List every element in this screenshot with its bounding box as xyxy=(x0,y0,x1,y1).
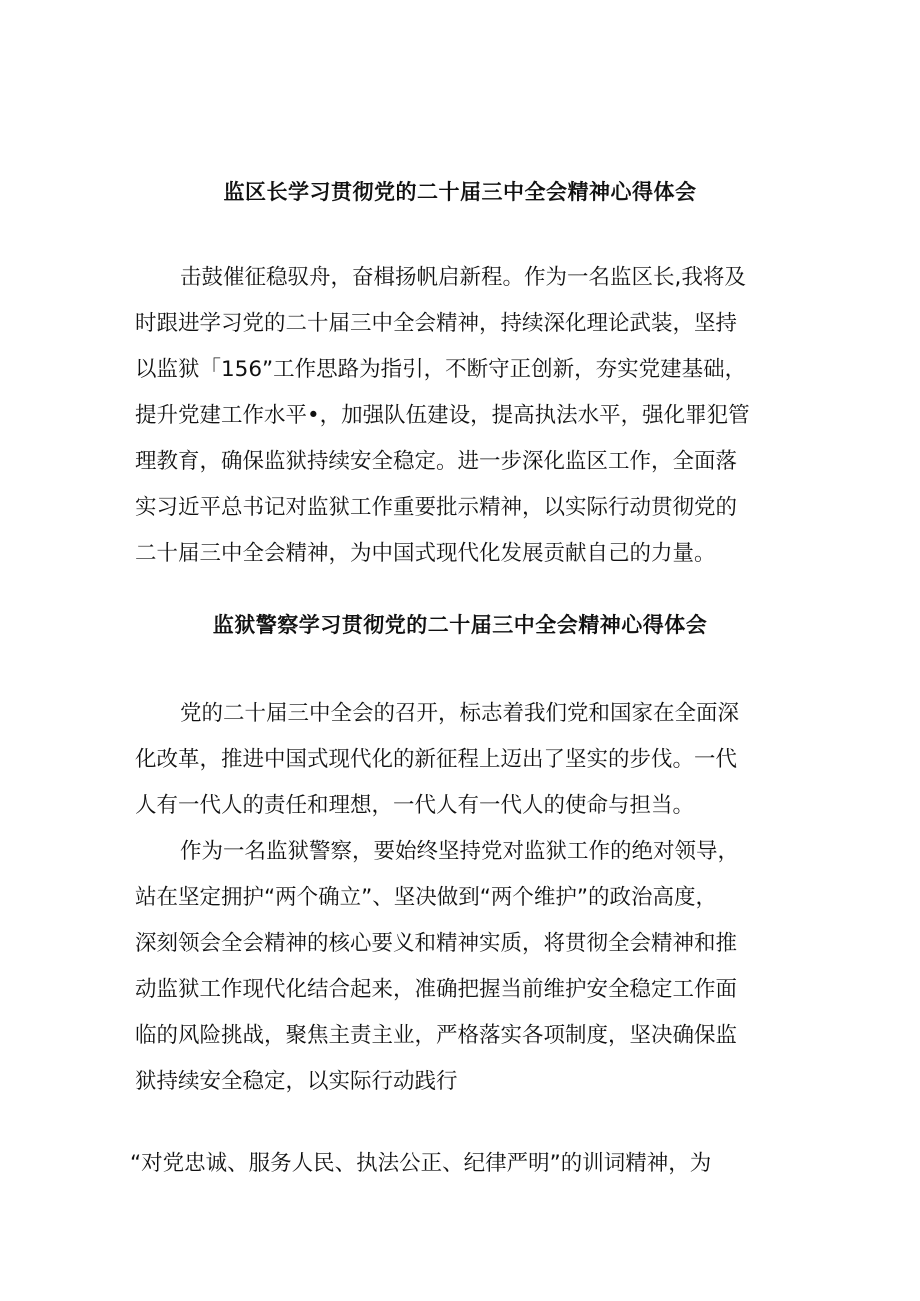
section-2-para-2-line: 作为一名监狱警察，要始终坚持党对监狱工作的绝对领导， xyxy=(180,839,740,864)
section-2-para-1-line: 党的二十届三中全会的召开，标志着我们党和国家在全面深 xyxy=(180,701,740,726)
section-1-line: 提升党建工作水平•，加强队伍建设，提高执法水平，强化罪犯管 xyxy=(135,403,750,428)
section-1-line: 以监狱「156”工作思路为指引，不断守正创新，夯实党建基础， xyxy=(135,357,747,382)
section-2-para-1-line: 人有一代人的责任和理想，一代人有一代人的使命与担当。 xyxy=(135,793,695,818)
section-2-para-3-line: “对党忠诚、服务人民、执法公正、纪律严明”的训词精神，为 xyxy=(130,1151,712,1176)
section-2-para-2-line: 狱持续安全稳定，以实际行动践行 xyxy=(135,1069,458,1094)
section-2-para-2-line: 临的风险挑战，聚焦主责主业，严格落实各项制度，坚决确保监 xyxy=(135,1023,738,1048)
section-1-line: 理教育，确保监狱持续安全稳定。进一步深化监区工作，全面落 xyxy=(135,449,738,474)
section-2-para-2-line: 站在坚定拥护“两个确立”、坚决做到“两个维护”的政治高度， xyxy=(135,885,718,910)
section-1-line: 实习近平总书记对监狱工作重要批示精神，以实际行动贯彻党的 xyxy=(135,495,738,520)
section-2-para-1-line: 化改革，推进中国式现代化的新征程上迈出了坚实的步伐。一代 xyxy=(135,747,738,772)
section-1-line: 二十届三中全会精神，为中国式现代化发展贡献自己的力量。 xyxy=(135,541,716,566)
section-2-para-2-line: 动监狱工作现代化结合起来，准确把握当前维护安全稳定工作面 xyxy=(135,977,738,1002)
section-1-title: 监区长学习贯彻党的二十届三中全会精神心得体会 xyxy=(223,180,697,204)
section-1-line: 时跟进学习党的二十届三中全会精神，持续深化理论武装，坚持 xyxy=(135,311,738,336)
section-2-para-2-line: 深刻领会全会精神的核心要义和精神实质，将贯彻全会精神和推 xyxy=(135,931,738,956)
section-2-title: 监狱警察学习贯彻党的二十届三中全会精神心得体会 xyxy=(212,613,708,637)
section-1-line: 击鼓催征稳驭舟，奋楫扬帆启新程。作为一名监区长,我将及 xyxy=(180,265,746,290)
